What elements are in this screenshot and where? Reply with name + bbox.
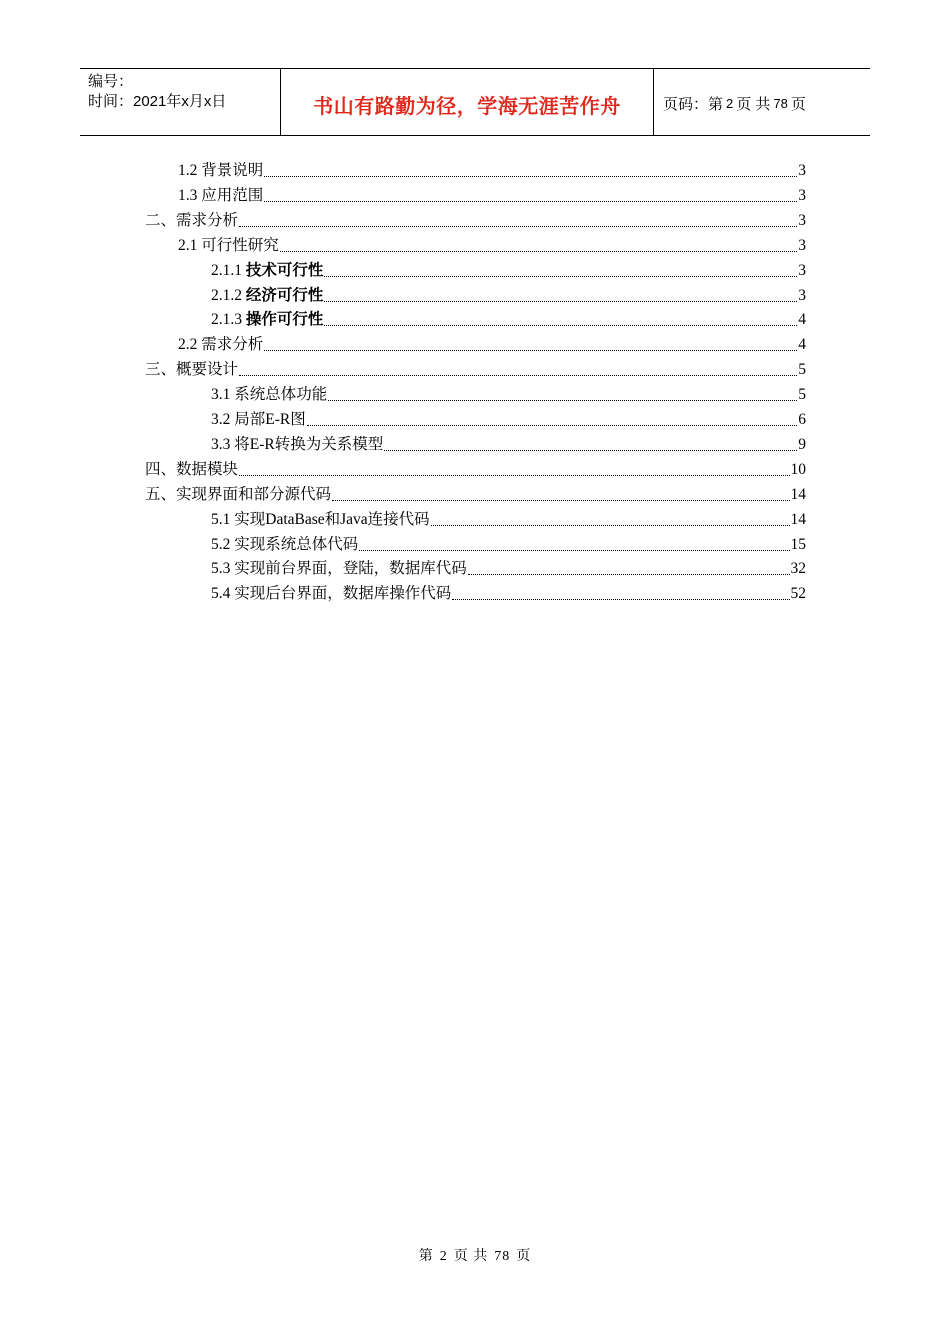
header-motto-cell [281, 69, 654, 135]
toc-entry-title [211, 409, 306, 431]
toc-entry-title [211, 309, 323, 331]
toc-entry-text: 技术可行性 [245, 261, 324, 279]
toc-entry-page: 5 [798, 361, 806, 379]
footer-page-number: 2 [439, 1249, 448, 1264]
document-number-label: 编号： [88, 73, 134, 90]
toc-leader-dots [324, 275, 797, 277]
toc-entry[interactable] [211, 260, 806, 282]
toc-entry[interactable] [178, 160, 806, 182]
toc-entry-title [178, 334, 263, 356]
toc-entry-text: 四、数据模块 [145, 460, 239, 478]
toc-entry[interactable] [211, 434, 806, 456]
toc-leader-dots [239, 374, 797, 376]
toc-entry[interactable] [145, 359, 806, 381]
toc-entry-page: 4 [798, 311, 806, 329]
toc-entry-text: 5.3 实现前台界面，登陆，数据库代码 [211, 560, 467, 578]
toc-leader-dots [264, 175, 797, 177]
toc-entry[interactable] [211, 285, 806, 307]
footer-page-total: 78 [494, 1249, 511, 1264]
toc-entry-title [145, 359, 238, 381]
toc-entry[interactable] [211, 409, 806, 431]
toc-entry-page: 3 [798, 236, 806, 254]
header-page-mid: 页 共 [736, 95, 771, 113]
toc-entry-page: 52 [790, 585, 806, 603]
toc-entry-text: 3.3 将E-R转换为关系模型 [211, 435, 384, 453]
toc-entry-title [211, 534, 358, 556]
toc-entry[interactable] [211, 384, 806, 406]
header-page-suffix: 页 [790, 95, 806, 113]
toc-leader-dots [431, 524, 790, 526]
toc-entry[interactable] [211, 583, 806, 605]
toc-leader-dots [307, 424, 798, 426]
toc-entry-page: 3 [798, 261, 806, 279]
toc-leader-dots [324, 324, 797, 326]
toc-entry-text: 经济可行性 [245, 286, 324, 304]
toc-leader-dots [264, 200, 797, 202]
toc-entry-title [211, 583, 451, 605]
toc-entry-text: 五、实现界面和部分源代码 [145, 485, 332, 503]
header-page-number: 2 [726, 95, 734, 111]
toc-leader-dots [332, 499, 789, 501]
toc-entry-page: 15 [790, 535, 806, 553]
toc-leader-dots [280, 250, 797, 252]
toc-entry-title [211, 260, 323, 282]
toc-leader-dots [239, 225, 797, 227]
toc-entry-page: 4 [798, 336, 806, 354]
toc-entry[interactable] [211, 309, 806, 331]
footer-mid: 页 共 [453, 1249, 489, 1264]
toc-entry-title [211, 434, 383, 456]
toc-entry-page: 14 [790, 485, 806, 503]
toc-entry-title [211, 285, 323, 307]
toc-entry-text: 操作可行性 [245, 311, 324, 329]
toc-entry-page: 3 [798, 286, 806, 304]
toc-entry-number: 2.1.2 [211, 286, 246, 304]
toc-entry-page: 3 [798, 186, 806, 204]
toc-entry-title [145, 459, 238, 481]
toc-entry-text: 5.4 实现后台界面，数据库操作代码 [211, 585, 452, 603]
toc-entry-title [178, 160, 263, 182]
toc-leader-dots [384, 449, 797, 451]
header-page-total: 78 [773, 95, 788, 111]
toc-entry-title [211, 384, 327, 406]
toc-entry-title [178, 235, 279, 257]
page-header [80, 68, 870, 136]
toc-entry-page: 5 [798, 386, 806, 404]
toc-entry-text: 2.1 可行性研究 [178, 236, 279, 254]
toc-entry[interactable] [211, 534, 806, 556]
toc-entry[interactable] [145, 459, 806, 481]
toc-entry-title [145, 484, 331, 506]
toc-entry-title [211, 509, 430, 531]
toc-entry-title [145, 210, 238, 232]
toc-entry[interactable] [178, 334, 806, 356]
toc-entry-text: 5.1 实现DataBase和Java连接代码 [211, 510, 430, 528]
header-page-prefix: 页码：第 [663, 95, 724, 113]
toc-entry-page: 3 [798, 211, 806, 229]
toc-entry-text: 1.2 背景说明 [178, 162, 264, 179]
toc-entry-text: 3.1 系统总体功能 [211, 386, 328, 404]
toc-entry-page: 3 [798, 162, 806, 179]
toc-entry-page: 10 [790, 460, 806, 478]
toc-entry-title [178, 185, 263, 207]
toc-leader-dots [328, 399, 797, 401]
toc-entry-title [211, 558, 467, 580]
toc-entry[interactable] [178, 235, 806, 257]
header-meta [80, 69, 281, 135]
toc-entry-page: 9 [798, 435, 806, 453]
toc-entry-text: 三、概要设计 [145, 361, 239, 379]
toc-leader-dots [468, 573, 790, 575]
page-footer [0, 1245, 950, 1265]
toc-entry-text: 1.3 应用范围 [178, 186, 264, 204]
toc-entry[interactable] [211, 509, 806, 531]
document-date: 时间：2021年x月x日 [88, 93, 227, 110]
toc-entry-number: 2.1.1 [211, 261, 246, 279]
toc-leader-dots [239, 474, 789, 476]
toc-entry-number: 2.1.3 [211, 311, 246, 329]
toc-entry-page: 14 [790, 510, 806, 528]
toc-leader-dots [452, 598, 789, 600]
toc-entry-text: 5.2 实现系统总体代码 [211, 535, 359, 553]
toc-entry-text: 2.2 需求分析 [178, 336, 264, 354]
header-page-info [654, 69, 870, 135]
toc-leader-dots [359, 549, 789, 551]
toc-entry-page: 6 [798, 411, 806, 428]
toc-leader-dots [324, 300, 797, 302]
toc-entry[interactable] [145, 210, 806, 232]
footer-prefix: 第 [418, 1249, 434, 1264]
toc-leader-dots [264, 349, 797, 351]
toc-entry[interactable] [178, 185, 806, 207]
toc-entry-text: 二、需求分析 [145, 211, 239, 229]
toc-entry[interactable] [211, 558, 806, 580]
toc-entry-text: 3.2 局部E-R图 [211, 411, 306, 428]
toc-entry-page: 32 [790, 560, 806, 578]
toc-entry[interactable] [145, 484, 806, 506]
header-motto: 书山有路勤为径，学海无涯苦作舟 [313, 93, 621, 118]
footer-suffix: 页 [516, 1249, 532, 1264]
